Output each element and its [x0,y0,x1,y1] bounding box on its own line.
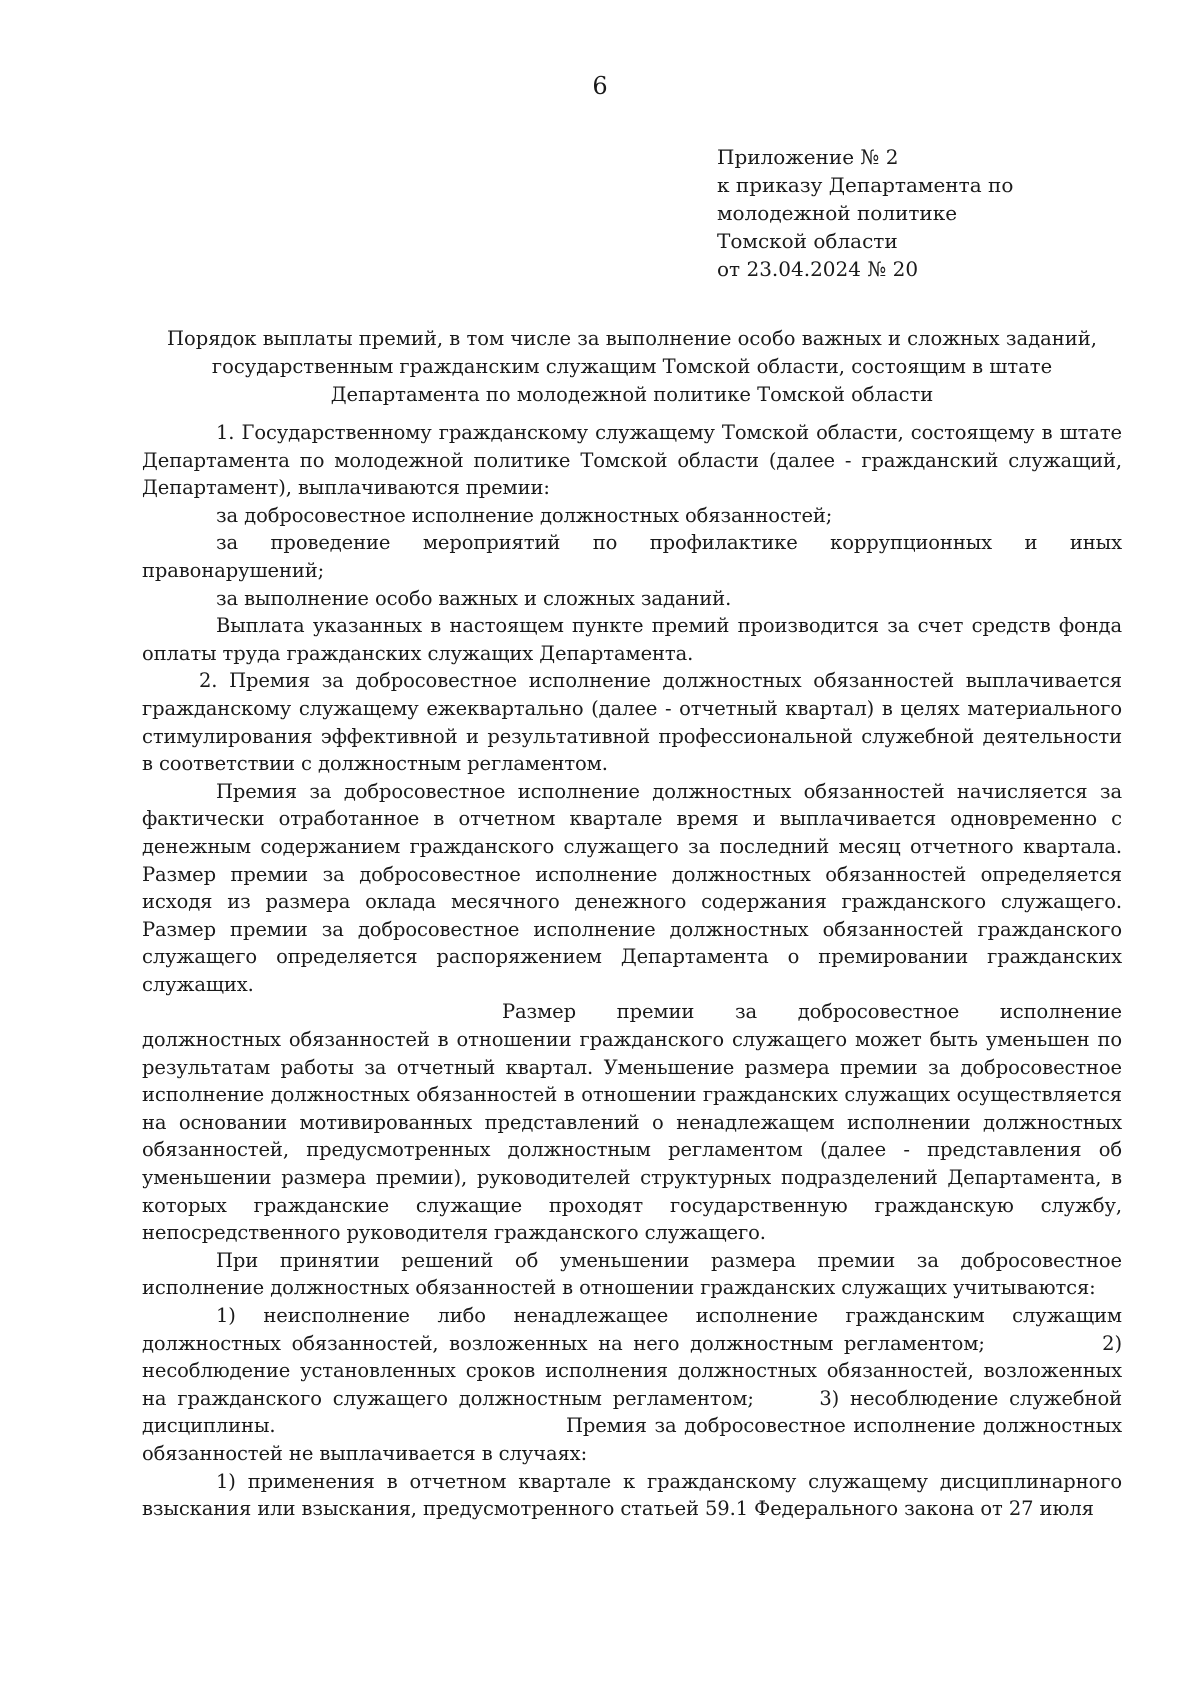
annex-line: от 23.04.2024 № 20 [717,257,919,281]
paragraph: 1. Государственному гражданскому служащему Томской области, состоящему в штате Департамента по молодежной политике Томской области (далее - гражданский служащий, Департамент), выплачиваются премии: [142,421,1122,500]
annex-line: молодежной политике [717,201,958,225]
paragraph: за проведение мероприятий по профилактике коррупционных и иных правонарушений; [142,531,1122,582]
annex-block [717,143,1117,283]
paragraph: за добросовестное исполнение должностных обязанностей; [216,503,833,527]
annex-line: Томской области [717,229,898,253]
title-line: государственным гражданским служащим Томской области, состоящим в штате [211,355,1053,378]
paragraph: 1) применения в отчетном квартале к гражданскому служащему дисциплинарного взыскания или взыскания, предусмотренного статьей 59.1 Федерального закона от 27 июля [142,1469,1122,1521]
title-line: Порядок выплаты премий, в том числе за выполнение особо важных и сложных заданий, [167,327,1097,350]
document-body [142,419,1129,1523]
document-title [142,325,1122,409]
page-number: 6 [592,72,608,100]
paragraph: 2. Премия за добросовестное исполнение должностных обязанностей выплачивается гражданскому служащему ежеквартально (далее - отчетный квартал) в целях материального стимулирования эффективной и результативной профессиональной служебной деятельности в соответствии с должностным регламентом. [142,669,1122,776]
paragraph: Размер премии за добросовестное исполнение должностных обязанностей в отношении гражданского служащего может быть уменьшен по результатам работы за отчетный квартал. Уменьшение размера премии за добросовестное исполнение должностных обязанностей в отношении гражданских служащих осуществляется на основании мотивированных представлений о ненадлежащем исполнении должностных обязанностей, предусмотренных должностным регламентом (далее - представления об уменьшении размера премии), руководителей структурных подразделений Департамента, в которых гражданские служащие проходят государственную гражданскую службу, непосредственного руководителя гражданского служащего. [142,1000,1122,1245]
paragraph: Выплата указанных в настоящем пункте премий производится за счет средств фонда оплаты труда гражданских служащих Департамента. [142,614,1122,665]
paragraph: Премия за добросовестное исполнение должностных обязанностей начисляется за фактически отработанное в отчетном квартале время и выплачивается одновременно с денежным содержанием гражданского служащего за последний месяц отчетного квартала. Размер премии за добросовестное исполнение должностных обязанностей определяется исходя из размера оклада месячного денежного содержания гражданского служащего. Размер премии за добросовестное исполнение должностных обязанностей гражданского служащего определяется распоряжением Департамента о премировании гражданских служащих. [142,779,1122,996]
annex-line: Приложение № 2 [717,145,899,169]
paragraph: 1) неисполнение либо ненадлежащее исполнение гражданским служащим должностных обязанностей, возложенных на него должностным регламентом; 2) несоблюдение установленных сроков исполнения должностных обязанностей, возложенных на гражданского служащего должностным регламентом; 3) несоблюдение служебной дисциплины. Премия за добросовестное исполнение должностных обязанностей не выплачивается в случаях: [142,1304,1129,1465]
title-line: Департамента по молодежной политике Томской области [330,383,934,406]
annex-line: к приказу Департамента по [717,173,1014,197]
paragraph: При принятии решений об уменьшении размера премии за добросовестное исполнение должностных обязанностей в отношении гражданских служащих учитываются: [142,1248,1122,1300]
paragraph: за выполнение особо важных и сложных заданий. [216,586,732,610]
